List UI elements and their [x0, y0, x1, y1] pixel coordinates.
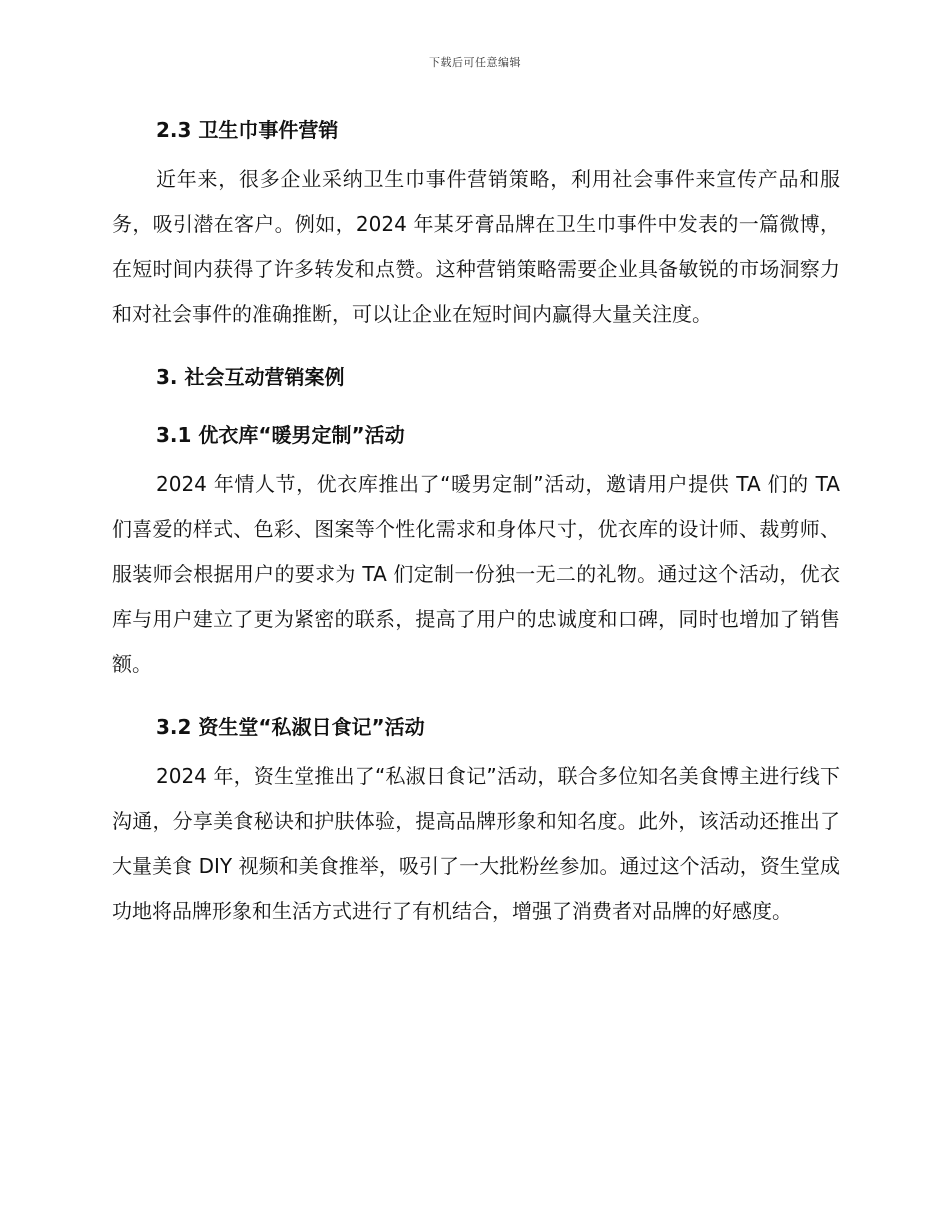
section-heading-2-3: 2.3 卫生巾事件营销 — [156, 118, 339, 142]
header-note: 下载后可任意编辑 — [429, 56, 521, 69]
section-paragraph-3-2: 2024 年，资生堂推出了“私淑日食记”活动，联合多位知名美食博主进行线下沟通，分享美食秘诀和护肤体验，提高品牌形象和知名度。此外，该活动还推出了大量美食 DIY 视频和美食推举，吸引了一大批粉丝参加。通过这个活动，资生堂成功地将品牌形象和生活方式进行了有机结合，增强了消费者对品牌的好感度。 — [112, 764, 840, 923]
section-paragraph-3-1: 2024 年情人节，优衣库推出了“暖男定制”活动，邀请用户提供 TA 们的 TA 们喜爱的样式、色彩、图案等个性化需求和身体尺寸，优衣库的设计师、裁剪师、服装师会根据用户的要求为 TA 们定制一份独一无二的礼物。通过这个活动，优衣库与用户建立了更为紧密的联系，提高了用户的忠诚度和口碑，同时也增加了销售额。 — [112, 472, 840, 676]
section-paragraph-2-3: 近年来，很多企业采纳卫生巾事件营销策略，利用社会事件来宣传产品和服务，吸引潜在客户。例如，2024 年某牙膏品牌在卫生巾事件中发表的一篇微博，在短时间内获得了许多转发和点赞。这种营销策略需要企业具备敏锐的市场洞察力和对社会事件的准确推断，可以让企业在短时间内赢得大量关注度。 — [112, 167, 840, 326]
document-body — [112, 112, 840, 934]
section-heading-3-2: 3.2 资生堂“私淑日食记”活动 — [156, 715, 425, 739]
section-heading-3: 3. 社会互动营销案例 — [156, 365, 345, 389]
section-heading-3-1: 3.1 优衣库“暖男定制”活动 — [156, 423, 405, 447]
